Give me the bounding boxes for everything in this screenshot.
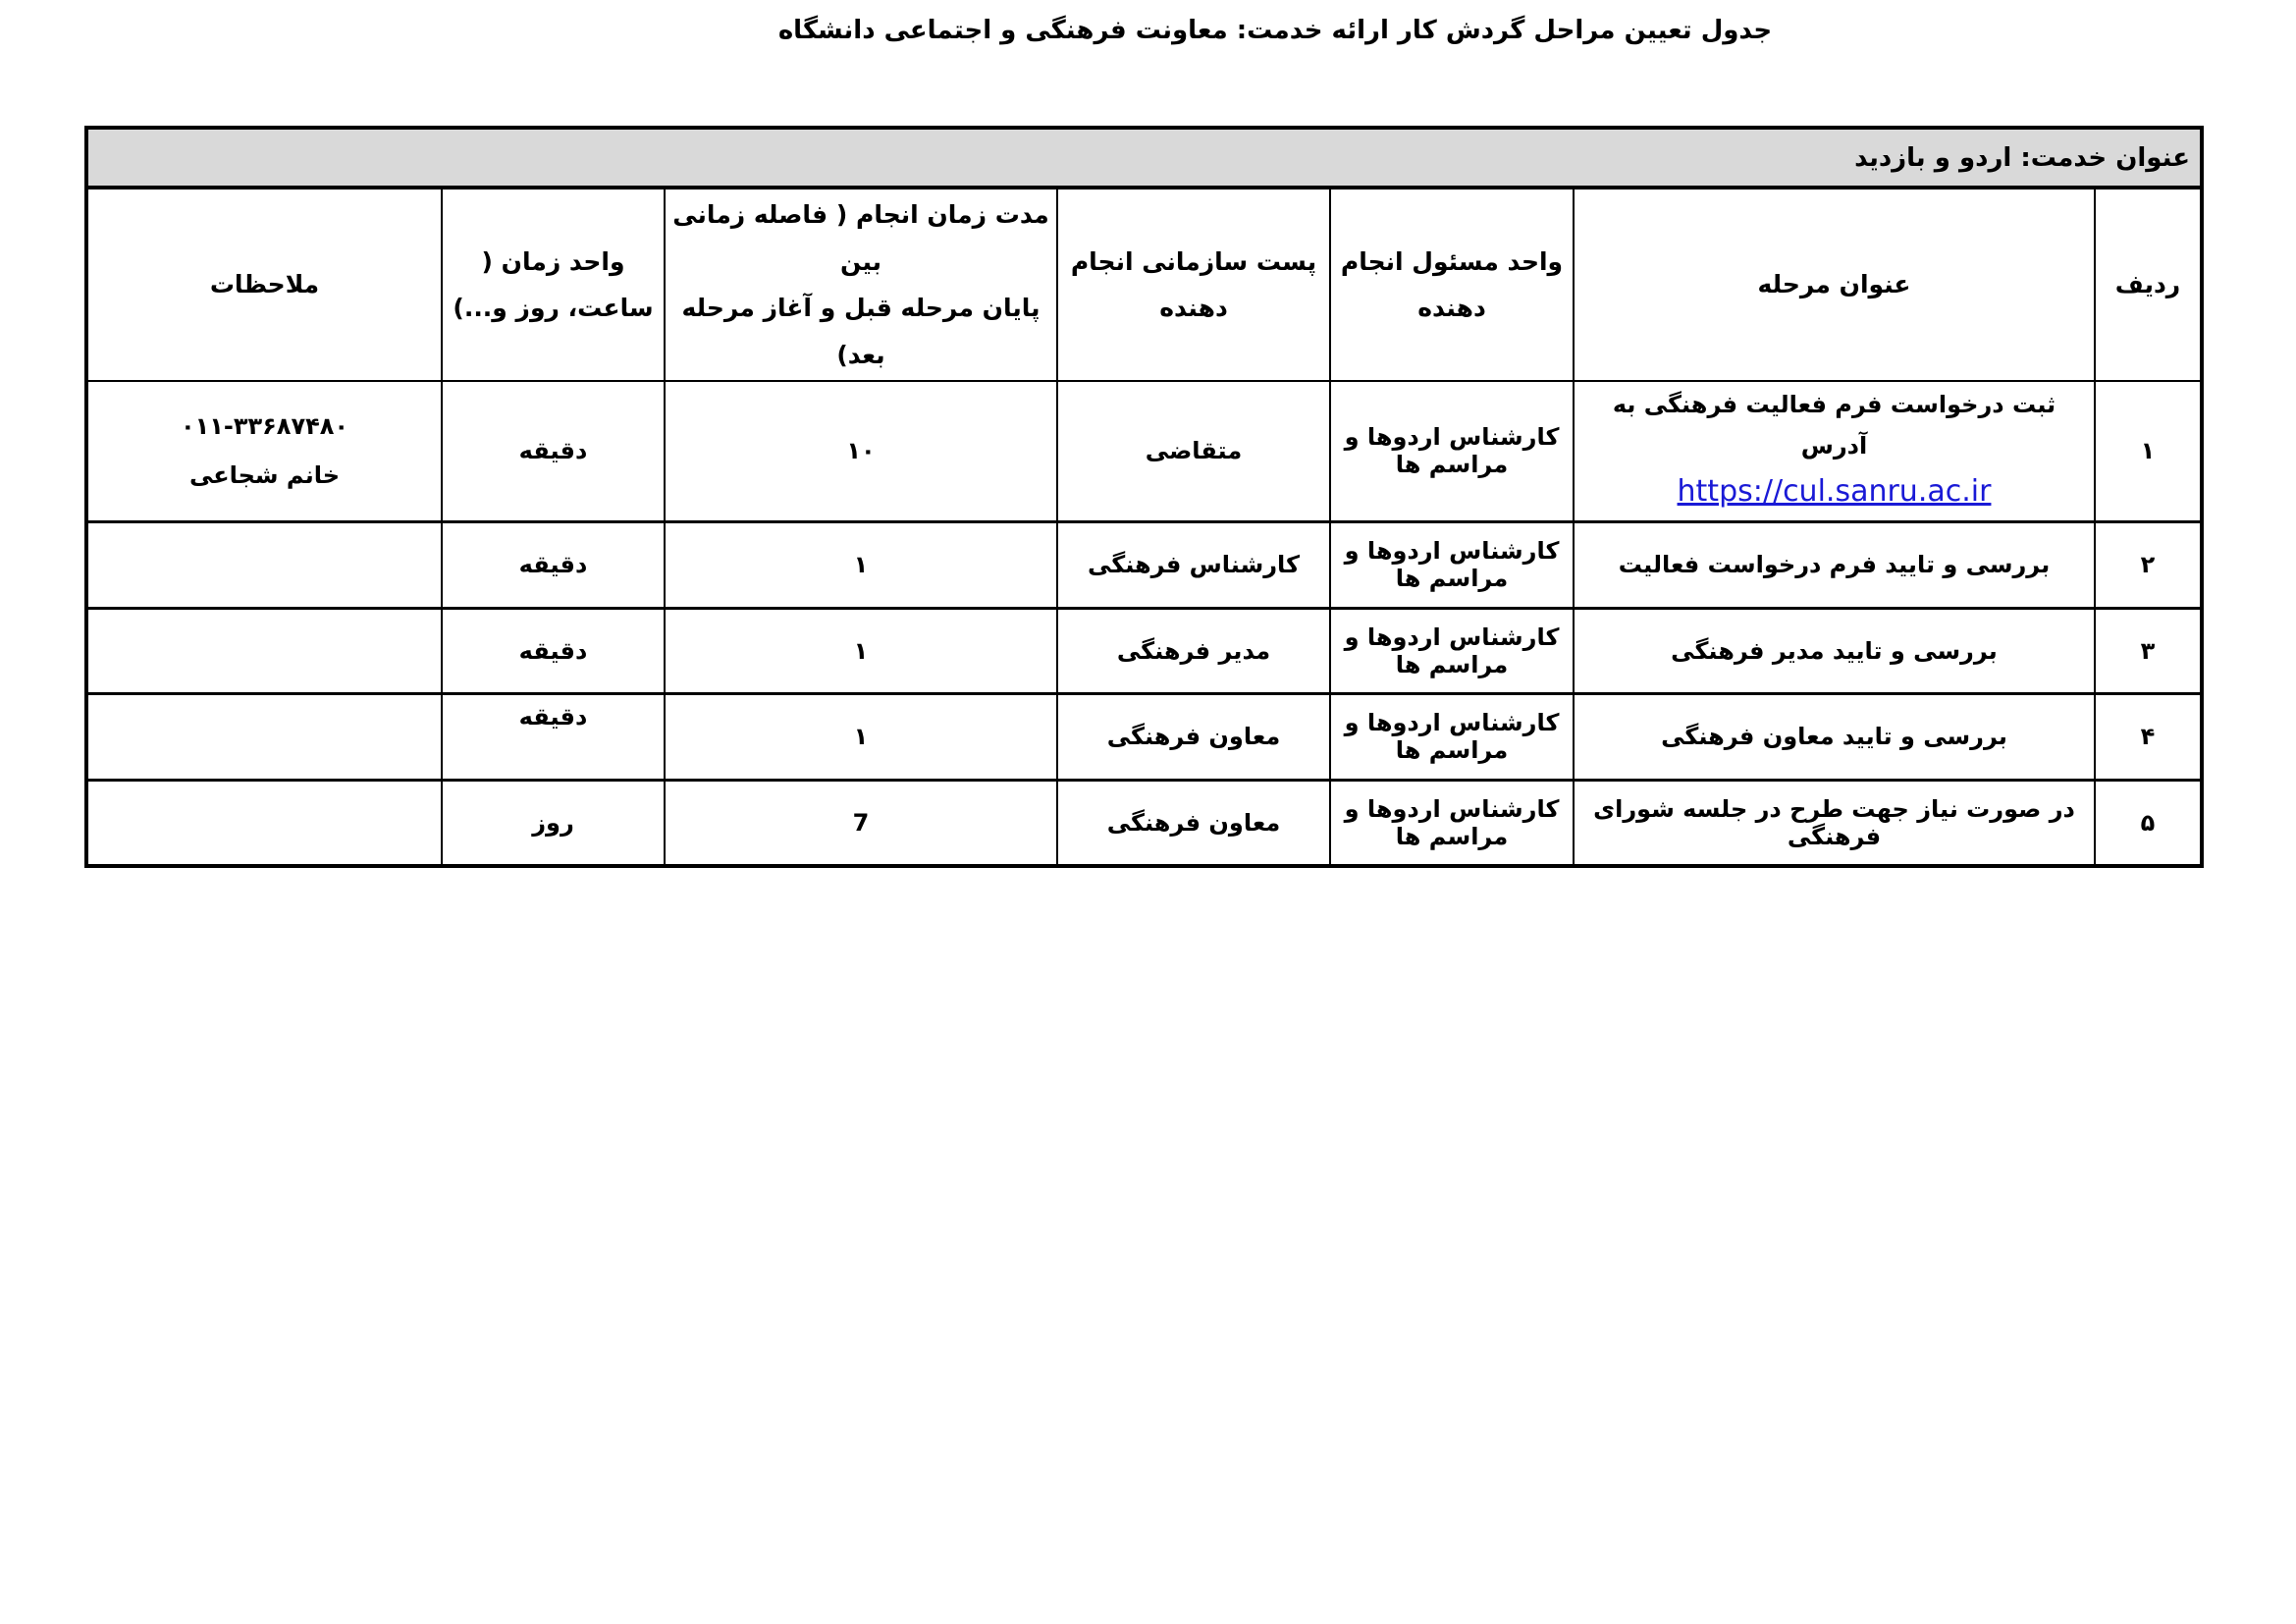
header-duration-line1: مدت زمان انجام ( فاصله زمانی بین [672, 200, 1049, 276]
service-title: عنوان خدمت: اردو و بازدید [86, 128, 2202, 188]
cell-row-no: ۱ [2095, 381, 2202, 521]
header-remarks: ملاحظات [86, 188, 442, 381]
cell-remarks [86, 693, 442, 780]
cell-org-position: مدیر فرهنگی [1057, 608, 1330, 693]
header-duration [665, 188, 1057, 381]
table-row [86, 381, 2202, 521]
cell-org-position: کارشناس فرهنگی [1057, 521, 1330, 608]
cell-time-unit: دقیقه [442, 693, 665, 780]
cell-org-position: معاون فرهنگی [1057, 780, 1330, 866]
cell-time-unit: دقیقه [442, 381, 665, 521]
remarks-name: خانم شجاعی [188, 461, 341, 490]
table-row [86, 608, 2202, 693]
activity-form-link[interactable]: https://cul.sanru.ac.ir [1677, 474, 1992, 509]
cell-stage-title: در صورت نیاز جهت طرح در جلسه شورای فرهنگی [1574, 780, 2095, 866]
cell-time-unit: دقیقه [442, 608, 665, 693]
cell-row-no: ۲ [2095, 521, 2202, 608]
cell-stage-title: بررسی و تایید فرم درخواست فعالیت [1574, 521, 2095, 608]
cell-duration: ۱ [665, 521, 1057, 608]
cell-stage-title [1574, 381, 2095, 521]
header-org-position [1057, 188, 1330, 381]
header-org-position-line2: دهنده [1159, 294, 1228, 322]
cell-responsible-unit: کارشناس اردوها و مراسم ها [1330, 608, 1574, 693]
cell-time-unit: دقیقه [442, 521, 665, 608]
header-responsible-unit-line1: واحد مسئول انجام [1340, 246, 1564, 276]
cell-org-position: معاون فرهنگی [1057, 693, 1330, 780]
header-row-no: ردیف [2095, 188, 2202, 381]
cell-row-no: ۳ [2095, 608, 2202, 693]
remarks-phone: ۰۱۱-۳۳۶۸۷۴۸۰ [180, 411, 349, 440]
header-time-unit-line1: واحد زمان ( [481, 246, 625, 276]
table-row [86, 521, 2202, 608]
cell-duration: ۱۰ [665, 381, 1057, 521]
cell-time-unit: روز [442, 780, 665, 866]
header-org-position-line1: پست سازمانی انجام [1070, 246, 1317, 276]
stage-title-text: ثبت درخواست فرم فعالیت فرهنگی به آدرس [1612, 391, 2056, 460]
header-stage-title: عنوان مرحله [1574, 188, 2095, 381]
cell-duration: 7 [665, 780, 1057, 866]
workflow-table [88, 126, 2204, 868]
cell-org-position: متقاضی [1057, 381, 1330, 521]
header-time-unit [442, 188, 665, 381]
cell-duration: ۱ [665, 693, 1057, 780]
cell-stage-title: بررسی و تایید معاون فرهنگی [1574, 693, 2095, 780]
service-title-row [86, 128, 2202, 188]
service-workflow-table [84, 126, 2204, 868]
table-row [86, 780, 2202, 866]
header-duration-line2: پایان مرحله قبل و آغاز مرحله بعد) [681, 294, 1041, 369]
cell-responsible-unit: کارشناس اردوها و مراسم ها [1330, 780, 1574, 866]
cell-responsible-unit: کارشناس اردوها و مراسم ها [1330, 381, 1574, 521]
table-header-row [86, 188, 2202, 381]
page-title: جدول تعیین مراحل گردش کار ارائه خدمت: معاونت فرهنگی و اجتماعی دانشگاه [777, 16, 1773, 45]
header-responsible-unit-line2: دهنده [1417, 294, 1486, 322]
cell-remarks [86, 608, 442, 693]
cell-responsible-unit: کارشناس اردوها و مراسم ها [1330, 521, 1574, 608]
cell-remarks [86, 521, 442, 608]
table-row [86, 693, 2202, 780]
cell-stage-title: بررسی و تایید مدیر فرهنگی [1574, 608, 2095, 693]
cell-row-no: ۵ [2095, 780, 2202, 866]
cell-responsible-unit: کارشناس اردوها و مراسم ها [1330, 693, 1574, 780]
header-time-unit-line2: ساعت، روز و...) [453, 294, 654, 322]
cell-duration: ۱ [665, 608, 1057, 693]
cell-remarks [86, 381, 442, 521]
cell-row-no: ۴ [2095, 693, 2202, 780]
header-responsible-unit [1330, 188, 1574, 381]
cell-remarks [86, 780, 442, 866]
